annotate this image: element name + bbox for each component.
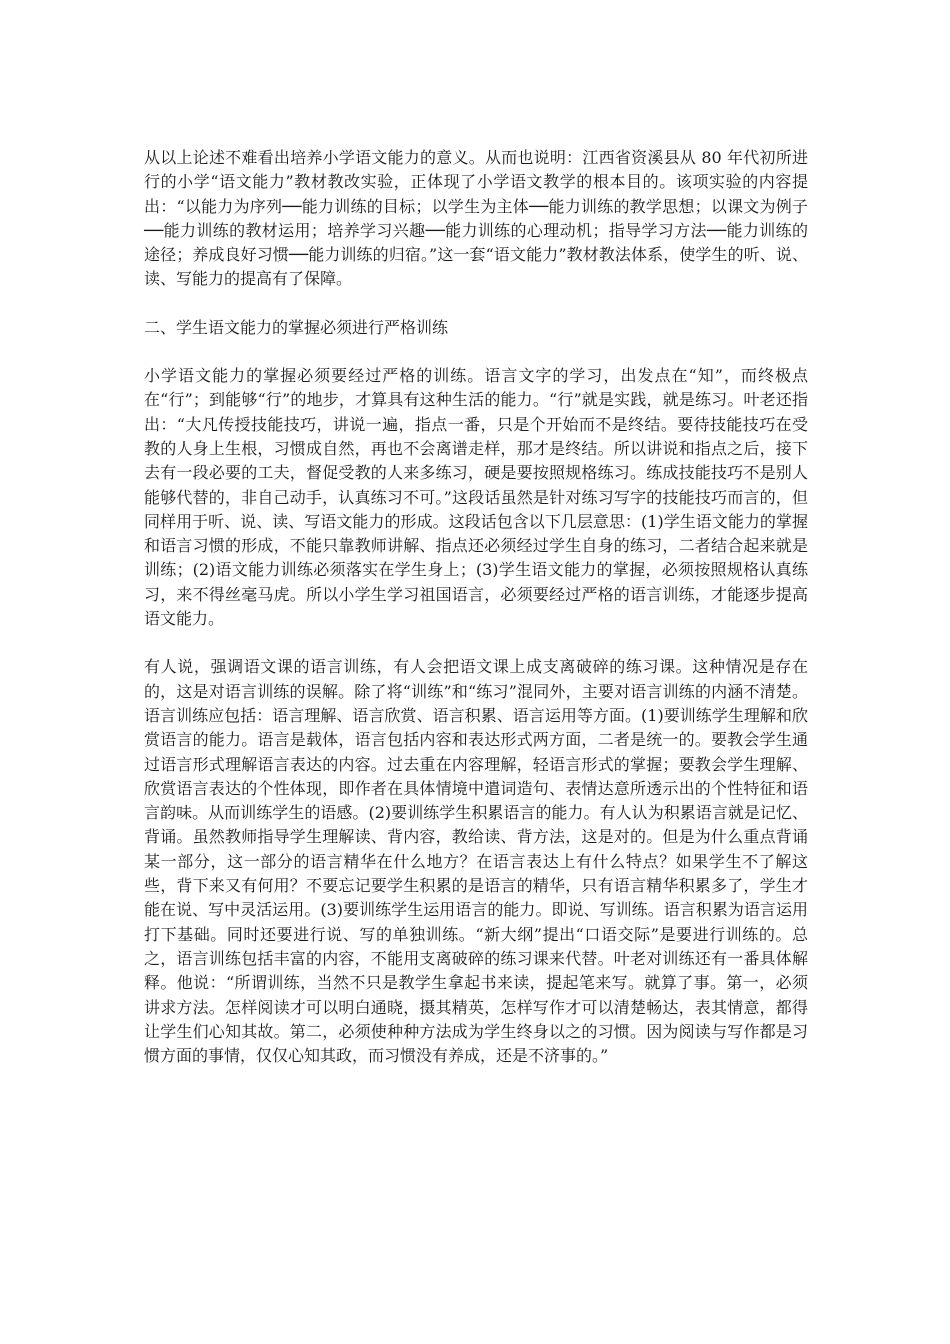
paragraph-intro: 从以上论述不难看出培养小学语文能力的意义。从而也说明：江西省资溪县从 80 年代初所进行的小学“语文能力”教材教改实验，正体现了小学语文教学的根本目的。该项实验的内容提出：“以能力为序列──能力训练的目标；以学生为主体──能力训练的教学思想；以课文为例子──能力训练的教材运用；培养学习兴趣──能力训练的心理动机；指导学习方法──能力训练的途径；养成良好习惯──能力训练的归宿。”这一套“语文能力”教材教法体系，使学生的听、说、读、写能力的提高有了保障。 [144,148,808,289]
paragraph-language-training: 有人说，强调语文课的语言训练，有人会把语文课上成支离破碎的练习课。这种情况是存在的，这是对语言训练的误解。除了将“训练”和“练习”混同外，主要对语言训练的内涵不清楚。语言训练应包括：语言理解、语言欣赏、语言积累、语言运用等方面。(1)要训练学生理解和欣赏语言的能力。语言是载体，语言包括内容和表达形式两方面，二者是统一的。要教会学生通过语言形式理解语言表达的内容。过去重在内容理解，轻语言形式的掌握；要教会学生理解、欣赏语言表达的个性体现，即作者在具体情境中遣词造句、表情达意所透示出的个性特征和语言韵味。从而训练学生的语感。(2)要训练学生积累语言的能力。有人认为积累语言就是记忆、背诵。虽然教师指导学生理解读、背内容，教给读、背方法，这是对的。但是为什么重点背诵某一部分，这一部分的语言精华在什么地方？在语言表达上有什么特点？如果学生不了解这些，背下来又有何用？不要忘记要学生积累的是语言的精华，只有语言精华积累多了，学生才能在说、写中灵活运用。(3)要训练学生运用语言的能力。即说、写训练。语言积累为语言运用打下基础。同时还要进行说、写的单独训练。“新大纲”提出“口语交际”是要进行训练的。总之，语言训练包括丰富的内容，不能用支离破碎的练习课来代替。叶老对训练还有一番具体解释。他说：“所谓训练，当然不只是教学生拿起书来读，提起笔来写。就算了事。第一，必须讲求方法。怎样阅读才可以明白通晓，摄其精英，怎样写作才可以清楚畅达，表其情意，都得让学生们心知其故。第二，必须使种种方法成为学生终身以之的习惯。因为阅读与写作都是习惯方面的事情，仅仅心知其政，而习惯没有养成，还是不济事的。” [144,657,808,1066]
document-body [144,146,808,1092]
section-heading: 二、学生语文能力的掌握必须进行严格训练 [144,317,449,337]
paragraph-training: 小学语文能力的掌握必须要经过严格的训练。语言文字的学习，出发点在“知”，而终极点在“行”；到能够“行”的地步，才算具有这种生活的能力。“行”就是实践，就是练习。叶老还指出：“大凡传授技能技巧，讲说一遍，指点一番，只是个开始而不是终结。要待技能技巧在受教的人身上生根，习惯成自然，再也不会离谱走样，那才是终结。所以讲说和指点之后，接下去有一段必要的工夫，督促受教的人来多练习，硬是要按照规格练习。练成技能技巧不是别人能够代替的，非自己动手，认真练习不可。”这段话虽然是针对练习写字的技能技巧而言的，但同样用于听、说、读、写语文能力的形成。这段话包含以下几层意思：(1)学生语文能力的掌握和语言习惯的形成，不能只靠教师讲解、指点还必须经过学生自身的练习，二者结合起来就是训练；(2)语文能力训练必须落实在学生身上；(3)学生语文能力的掌握，必须按照规格认真练习，来不得丝毫马虎。所以小学生学习祖国语言，必须要经过严格的语言训练，才能逐步提高语文能力。 [144,366,808,629]
